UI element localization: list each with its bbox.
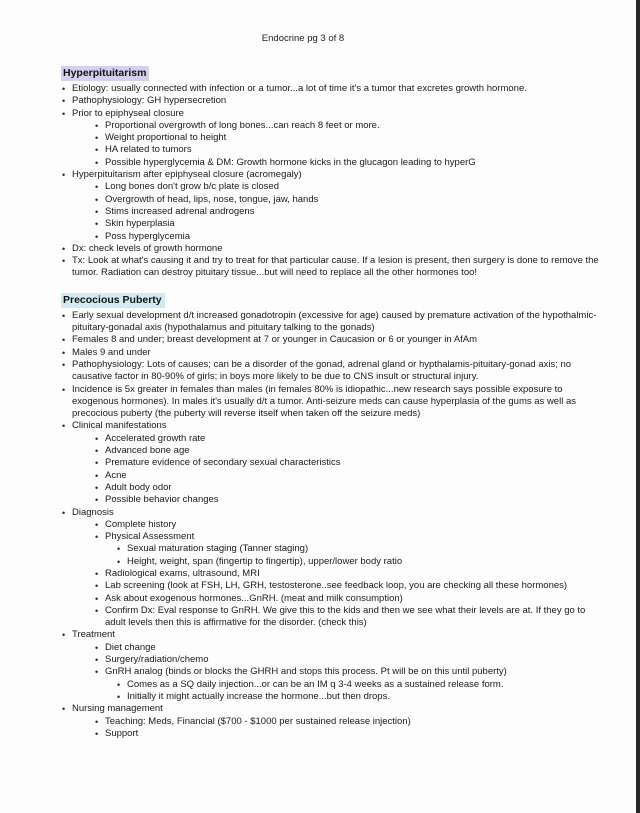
list-item (95, 157, 606, 169)
list-item-text: Proportional overgrowth of long bones...can reach 8 feet or more. (105, 119, 380, 131)
list-item-text: Acne (105, 469, 127, 481)
bullet-icon: • (62, 421, 66, 432)
list-item-text: Skin hyperplasia (105, 218, 175, 230)
list-item (62, 83, 606, 95)
list-item-text: Etiology: usually connected with infection or a tumor...a lot of time it's a tumor that excretes growth hormone. (72, 83, 527, 94)
list-item-text: Clinical manifestations (72, 420, 167, 432)
bullet-icon: • (95, 593, 99, 604)
bullet-icon: • (95, 206, 99, 217)
bullet-icon: • (95, 157, 99, 168)
list-item (95, 519, 606, 531)
bullet-icon: • (62, 359, 66, 370)
bullet-icon: • (95, 482, 99, 493)
bullet-icon: • (62, 384, 66, 395)
list-item (95, 194, 606, 206)
list-item (62, 347, 606, 359)
list-item-text: Adult body odor (105, 481, 172, 493)
list-item (95, 132, 606, 144)
list-item-text: Treatment (72, 629, 115, 641)
list-item (117, 679, 606, 691)
list-item-text: Physical Assessment (105, 531, 195, 543)
list-item-text: Diet change (105, 641, 156, 653)
list-item (62, 169, 606, 181)
list-item-text: Pathophysiology: GH hypersecretion (72, 95, 227, 107)
bullet-icon: • (95, 655, 99, 666)
bullet-icon: • (95, 120, 99, 131)
bullet-icon: • (117, 691, 121, 702)
bullet-icon: • (62, 310, 66, 321)
bullet-icon: • (95, 470, 99, 481)
list-item-text: Height, weight, span (fingertip to fingertip), upper/lower body ratio (127, 555, 403, 567)
list-item (62, 310, 606, 335)
list-item-text: Lab screening (look at FSH, LH, GRH, testosterone..see feedback loop, you are checking all these hormones) (105, 580, 568, 592)
list-item (95, 580, 606, 592)
section-title: Precocious Puberty (61, 293, 165, 308)
list-item (95, 433, 606, 445)
list-item-text: Prior to epiphyseal closure (72, 107, 184, 119)
bullet-icon: • (95, 519, 99, 530)
list-item (95, 531, 606, 543)
list-item-text: GnRH analog (binds or blocks the GHRH and stops this process. Pt will be on this until puberty) (105, 666, 507, 678)
list-item (95, 666, 606, 678)
list-item (95, 231, 606, 243)
bullet-icon: • (95, 716, 99, 727)
list-item (95, 445, 606, 457)
list-item (95, 568, 606, 580)
bullet-icon: • (95, 194, 99, 205)
list-item-text: Stims increased adrenal androgens (105, 205, 255, 217)
bullet-icon: • (95, 495, 99, 506)
list-item-text: Females 8 and under; breast development at 7 or younger in Caucasion or 6 or younger in AfAm (72, 334, 478, 346)
page-header: Endocrine pg 3 of 8 (261, 33, 345, 44)
list-item (95, 206, 606, 218)
list-item (95, 144, 606, 156)
list-item (95, 593, 606, 605)
list-item-text: Tx: Look at what's causing it and try to treat for that particular cause. If a lesion is present, then surgery is done to remove the tumor. Radiation can destroy pituitary tissue...but will need to replace all the other hormones too! (72, 255, 599, 279)
list-item (95, 716, 606, 728)
list-item (62, 507, 606, 519)
list-item-text: Hyperpituitarism after epiphyseal closure (acromegaly) (72, 169, 302, 181)
bullet-icon: • (62, 347, 66, 358)
list-item (95, 654, 606, 666)
section-title-row (61, 63, 606, 81)
list-item-text: Possible hyperglycemia & DM: Growth hormone kicks in the glucagon leading to hyperG (105, 156, 476, 168)
list-item-text: Poss hyperglycemia (105, 230, 191, 242)
list-item-text: Males 9 and under (72, 346, 151, 358)
list-item-text: Surgery/radiation/chemo (105, 654, 209, 666)
bullet-icon: • (95, 667, 99, 678)
bullet-icon: • (95, 458, 99, 469)
list-item-text: Pathophysiology: Lots of causes; can be a disorder of the gonad, adrenal gland or hypthalamis-pituitary-gonad axis; no causative factor in 80-90% of girls; in boys more likely to be due to CNS insult or structural injury. (72, 358, 572, 383)
list-item (62, 334, 606, 346)
list-item (62, 359, 606, 384)
bullet-icon: • (95, 219, 99, 230)
list-item (95, 728, 606, 740)
list-item-text: Nursing management (72, 703, 163, 715)
bullet-icon: • (95, 581, 99, 592)
section-title: Hyperpituitarism (61, 66, 149, 81)
bullet-icon: • (95, 642, 99, 653)
bullet-icon: • (62, 704, 66, 715)
bullet-icon: • (62, 243, 66, 254)
right-edge-strip (636, 0, 640, 813)
list-item-text: Initially it might actually increase the hormone...but then drops. (127, 690, 390, 702)
list-item-text: Teaching: Meds, Financial ($700 - $1000 per sustained release injection) (105, 715, 411, 727)
list-item-text: Dx: check levels of growth hormone (72, 242, 223, 254)
bullet-icon: • (95, 446, 99, 457)
notes-body (0, 63, 606, 740)
bullet-icon: • (95, 532, 99, 543)
bullet-icon: • (95, 182, 99, 193)
list-item-text: Radiological exams, ultrasound, MRI (105, 567, 260, 579)
bullet-icon: • (117, 679, 121, 690)
bullet-icon: • (62, 335, 66, 346)
list-item-text: Weight proportional to height (105, 132, 227, 144)
list-item-text: Premature evidence of secondary sexual characteristics (105, 457, 341, 469)
list-item-text: Ask about exogenous hormones...GnRH. (meat and milk consumption) (105, 592, 403, 604)
bullet-icon: • (62, 630, 66, 641)
list-item (62, 629, 606, 641)
list-item (62, 243, 606, 255)
list-item-text: Long bones don't grow b/c plate is closed (105, 181, 279, 193)
list-item (95, 120, 606, 132)
bullet-icon: • (95, 433, 99, 444)
list-item-text: Comes as a SQ daily injection...or can be an IM q 3-4 weeks as a sustained release form. (127, 678, 504, 690)
bullet-icon: • (95, 133, 99, 144)
list-item-text: Sexual maturation staging (Tanner staging) (127, 543, 309, 555)
bullet-icon: • (95, 605, 99, 616)
list-item (95, 457, 606, 469)
bullet-icon: • (62, 507, 66, 518)
list-item (62, 384, 606, 421)
bullet-icon: • (95, 568, 99, 579)
list-item (62, 703, 606, 715)
list-item (95, 218, 606, 230)
list-item-text: Overgrowth of head, lips, nose, tongue, jaw, hands (105, 193, 319, 205)
list-item (95, 482, 606, 494)
bullet-icon: • (95, 231, 99, 242)
list-item-text: Possible behavior changes (105, 494, 219, 506)
list-item (62, 255, 606, 280)
list-item (62, 420, 606, 432)
bullet-icon: • (117, 544, 121, 555)
bullet-icon: • (62, 256, 66, 267)
list-item (117, 556, 606, 568)
bullet-icon: • (62, 170, 66, 181)
list-item (62, 108, 606, 120)
list-item (117, 543, 606, 555)
list-item-text: Accelerated growth rate (105, 432, 206, 444)
list-item (117, 691, 606, 703)
list-item-text: Incidence is 5x greater in females than males (in females 80% is idiopathic...new research says possible exposure to exogenous hormones). In males it's usually d/t a tumor. Anti-seizure meds can cause hyperplasia of the gums as well as precocious puberty (the puberty will reverse itself when taken off the seizure meds) (72, 383, 576, 420)
list-item-text: HA related to tumors (105, 144, 192, 156)
list-item (95, 642, 606, 654)
list-item-text: Advanced bone age (105, 445, 190, 457)
list-item (95, 181, 606, 193)
list-item-text: Confirm Dx: Eval response to GnRH. We give this to the kids and then we see what their levels are at. If they go to adult levels then this is affirmative for the disorder. (check this) (105, 604, 586, 629)
list-item-text: Complete history (105, 518, 177, 530)
section-title-row (61, 290, 606, 308)
bullet-icon: • (62, 108, 66, 119)
bullet-icon: • (95, 728, 99, 739)
list-item (95, 494, 606, 506)
list-item (62, 95, 606, 107)
list-item-text: Support (105, 727, 139, 739)
bullet-icon: • (95, 145, 99, 156)
list-item (95, 470, 606, 482)
bullet-icon: • (62, 84, 66, 94)
list-item-text: Early sexual development d/t increased gonadotropin (excessive for age) caused by premature activation of the hypothalmic-pituitary-gonadal axis (hypothalamus and pituitary talking to the gonads) (72, 309, 597, 334)
bullet-icon: • (62, 96, 66, 107)
list-item-text: Diagnosis (72, 506, 114, 518)
list-item (95, 605, 606, 630)
bullet-icon: • (117, 556, 121, 567)
